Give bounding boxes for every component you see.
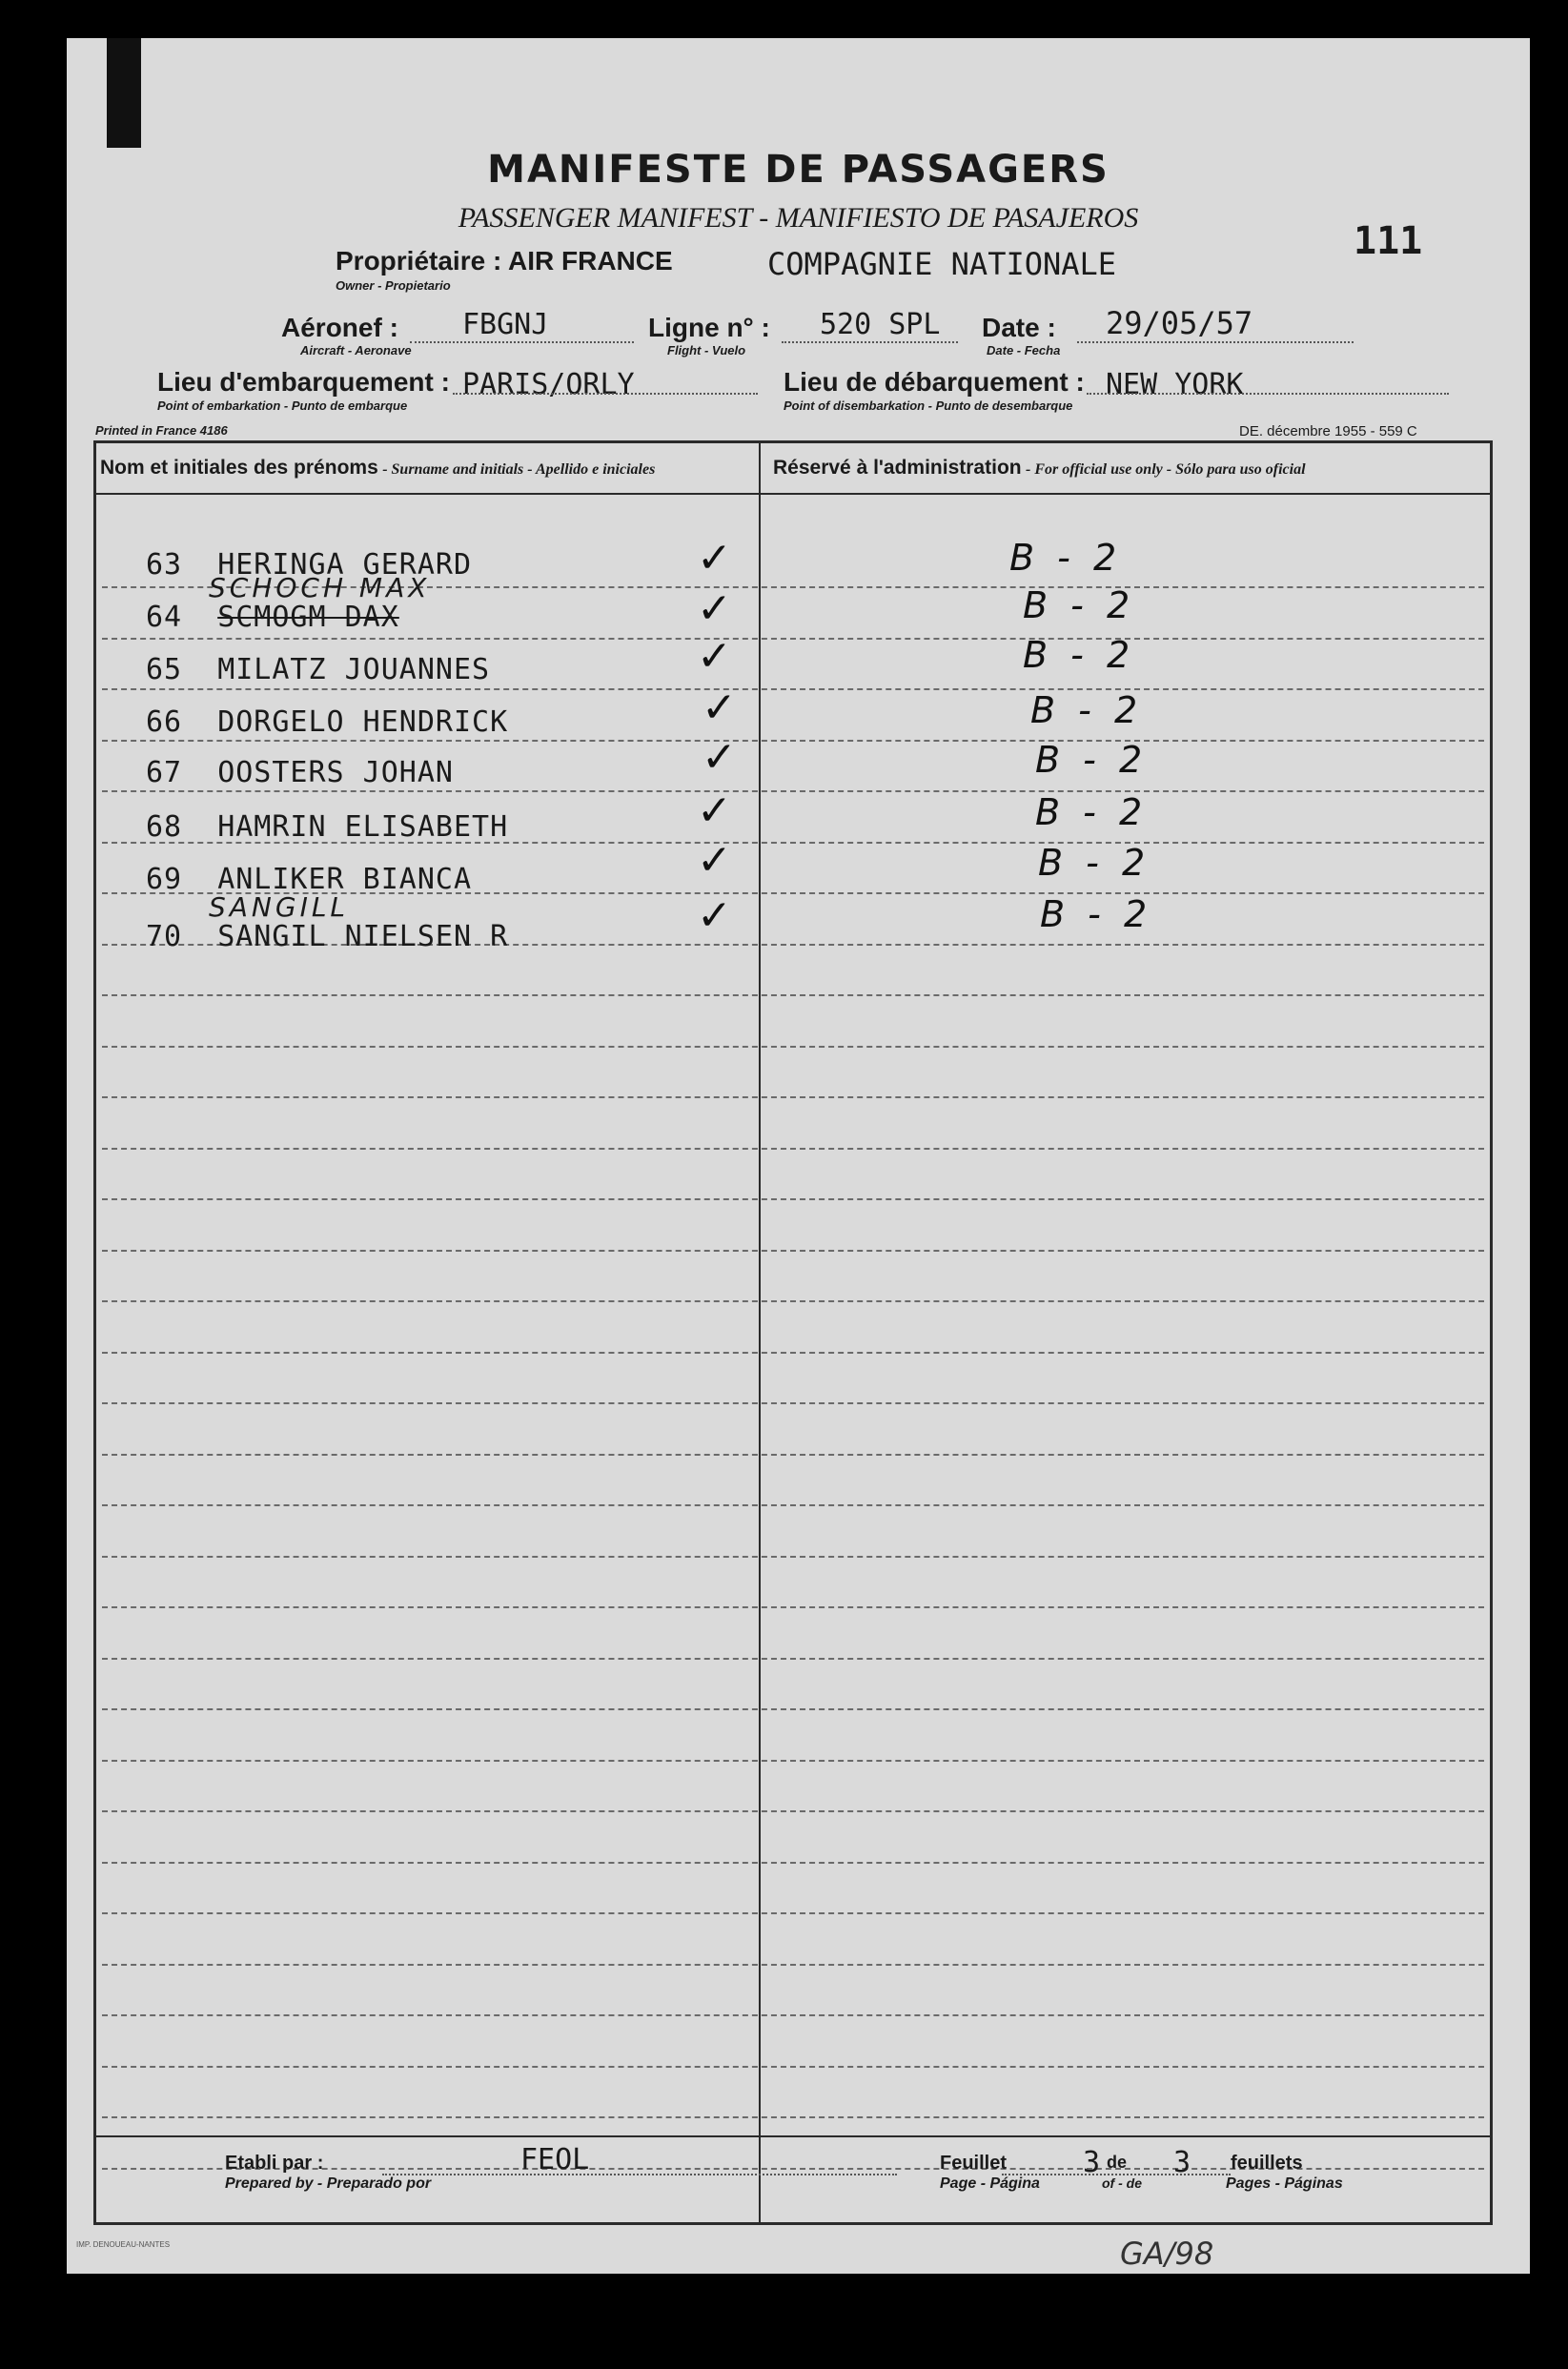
ruled-line — [102, 1250, 1484, 1252]
column-divider — [759, 443, 761, 2222]
col-admin-sub: - For official use only - Sólo para uso oficial — [1026, 461, 1306, 478]
ruled-line — [102, 1708, 1484, 1710]
ruled-line — [102, 994, 1484, 996]
passenger-name: OOSTERS JOHAN — [217, 756, 454, 789]
ruled-line — [102, 1810, 1484, 1812]
archive-reference: GA/98 — [1120, 2236, 1214, 2272]
col-admin-header — [773, 457, 1306, 480]
owner-value: COMPAGNIE NATIONALE — [767, 246, 1117, 282]
table-row — [146, 810, 508, 844]
ruled-line — [102, 1402, 1484, 1404]
col-admin-label: Réservé à l'administration — [773, 457, 1022, 479]
sheet-sublabel: Page - Página — [940, 2175, 1040, 2192]
embarkation-value: PARIS/ORLY — [462, 368, 635, 401]
admin-code: B - 2 — [1023, 634, 1136, 676]
date-label: Date : — [982, 313, 1056, 342]
aircraft-sublabel: Aircraft - Aeronave — [300, 343, 412, 357]
ruled-line — [102, 1148, 1484, 1150]
table-row — [146, 653, 490, 686]
form-code: DE. décembre 1955 - 559 C — [1239, 423, 1417, 439]
flight-label: Ligne n° : — [648, 313, 770, 342]
table-row — [146, 601, 399, 634]
passenger-name: MILATZ JOUANNES — [217, 653, 491, 686]
row-number: 63 — [146, 548, 183, 582]
ruled-line — [102, 2116, 1484, 2118]
row-number: 70 — [146, 920, 183, 953]
table-header — [96, 443, 1490, 495]
passenger-table — [93, 440, 1493, 2225]
manifest-page — [67, 38, 1530, 2274]
row-number: 67 — [146, 756, 183, 789]
owner-label: Propriétaire : AIR FRANCE — [336, 246, 673, 276]
check-mark: ✓ — [697, 836, 732, 885]
ruled-line — [102, 1658, 1484, 1660]
check-mark: ✓ — [697, 786, 732, 835]
aircraft-value: FBGNJ — [462, 308, 549, 341]
sheet-number: 3 — [1083, 2146, 1101, 2179]
embarkation-label: Lieu d'embarquement : — [157, 367, 450, 397]
row-number: 64 — [146, 601, 183, 634]
date-sublabel: Date - Fecha — [987, 343, 1061, 357]
admin-code: B - 2 — [1023, 584, 1136, 626]
passenger-name: SANGIL NIELSEN R — [217, 920, 509, 953]
passenger-name: HERINGA GERARD — [217, 548, 473, 582]
passenger-name: HAMRIN ELISABETH — [217, 810, 509, 844]
admin-code: B - 2 — [1040, 893, 1153, 935]
ruled-line — [102, 1504, 1484, 1506]
admin-code: B - 2 — [1009, 537, 1123, 579]
check-mark: ✓ — [697, 632, 732, 681]
check-mark: ✓ — [702, 684, 737, 732]
check-mark: ✓ — [697, 891, 732, 940]
passenger-name: DORGELO HENDRICK — [217, 705, 509, 739]
passenger-name: SCMOGM DAX — [217, 601, 399, 634]
table-row — [146, 756, 454, 789]
ruled-line — [102, 1964, 1484, 1966]
flight-sublabel: Flight - Vuelo — [667, 343, 746, 357]
ruled-line — [102, 1454, 1484, 1456]
col-name-label: Nom et initiales des prénoms — [100, 457, 378, 479]
imprint: IMP. DENOUEAU-NANTES — [76, 2240, 171, 2249]
ruled-line — [102, 2066, 1484, 2068]
admin-code: B - 2 — [1038, 842, 1151, 884]
admin-code: B - 2 — [1035, 739, 1149, 781]
row-number: 68 — [146, 810, 183, 844]
page-subtitle: PASSENGER MANIFEST - MANIFIESTO DE PASAJEROS — [458, 202, 1139, 234]
page-title: MANIFESTE DE PASSAGERS — [487, 148, 1110, 192]
sheet-de: de — [1107, 2153, 1128, 2172]
scan-mark — [107, 38, 141, 148]
check-mark: ✓ — [697, 584, 732, 633]
check-mark: ✓ — [697, 534, 732, 582]
check-mark: ✓ — [702, 733, 737, 782]
aircraft-label: Aéronef : — [281, 313, 398, 342]
embarkation-sublabel: Point of embarkation - Punto de embarque — [157, 398, 408, 413]
ruled-line — [102, 1096, 1484, 1098]
row-number: 66 — [146, 705, 183, 739]
disembarkation-label: Lieu de débarquement : — [784, 367, 1085, 397]
row-number: 69 — [146, 863, 183, 896]
col-name-sub: - Surname and initials - Apellido e iniciales — [382, 461, 656, 478]
prepared-sublabel: Prepared by - Preparado por — [225, 2175, 432, 2192]
ruled-line — [102, 740, 1484, 742]
ruled-line — [102, 688, 1484, 690]
admin-code: B - 2 — [1030, 689, 1144, 731]
table-row — [146, 705, 508, 739]
sheets-label: feuillets — [1231, 2153, 1303, 2174]
table-row — [146, 920, 508, 953]
col-name-header — [100, 457, 655, 480]
flight-value: 520 SPL — [820, 308, 941, 341]
printed-note: Printed in France 4186 — [95, 423, 228, 438]
sheet-de-sub: of - de — [1102, 2175, 1142, 2191]
footer-area — [96, 2135, 1490, 2138]
ruled-line — [102, 1352, 1484, 1354]
ruled-line — [102, 1300, 1484, 1302]
ruled-line — [102, 1046, 1484, 1048]
ruled-line — [102, 1760, 1484, 1762]
ruled-line — [102, 1912, 1484, 1914]
page-number: 111 — [1354, 219, 1423, 263]
prepared-value: FEOL — [520, 2143, 590, 2176]
ruled-line — [102, 1198, 1484, 1200]
disembarkation-sublabel: Point of disembarkation - Punto de desembarque — [784, 398, 1073, 413]
sheet-total: 3 — [1173, 2146, 1191, 2179]
sheets-sublabel: Pages - Páginas — [1226, 2175, 1343, 2192]
ruled-line — [102, 638, 1484, 640]
admin-code: B - 2 — [1035, 791, 1149, 833]
prepared-label: Etabli par : — [225, 2153, 324, 2174]
name-correction: SANGILL — [209, 891, 350, 923]
ruled-line — [102, 790, 1484, 792]
disembarkation-value: NEW YORK — [1106, 368, 1244, 401]
sheet-label: Feuillet — [940, 2153, 1008, 2174]
row-number: 65 — [146, 653, 183, 686]
name-correction: SCHOCH MAX — [209, 572, 431, 603]
owner-sublabel: Owner - Propietario — [336, 278, 451, 293]
ruled-line — [102, 1606, 1484, 1608]
ruled-line — [102, 2014, 1484, 2016]
passenger-name: ANLIKER BIANCA — [217, 863, 473, 896]
ruled-line — [102, 1862, 1484, 1864]
date-value: 29/05/57 — [1106, 305, 1253, 341]
ruled-line — [102, 1556, 1484, 1558]
